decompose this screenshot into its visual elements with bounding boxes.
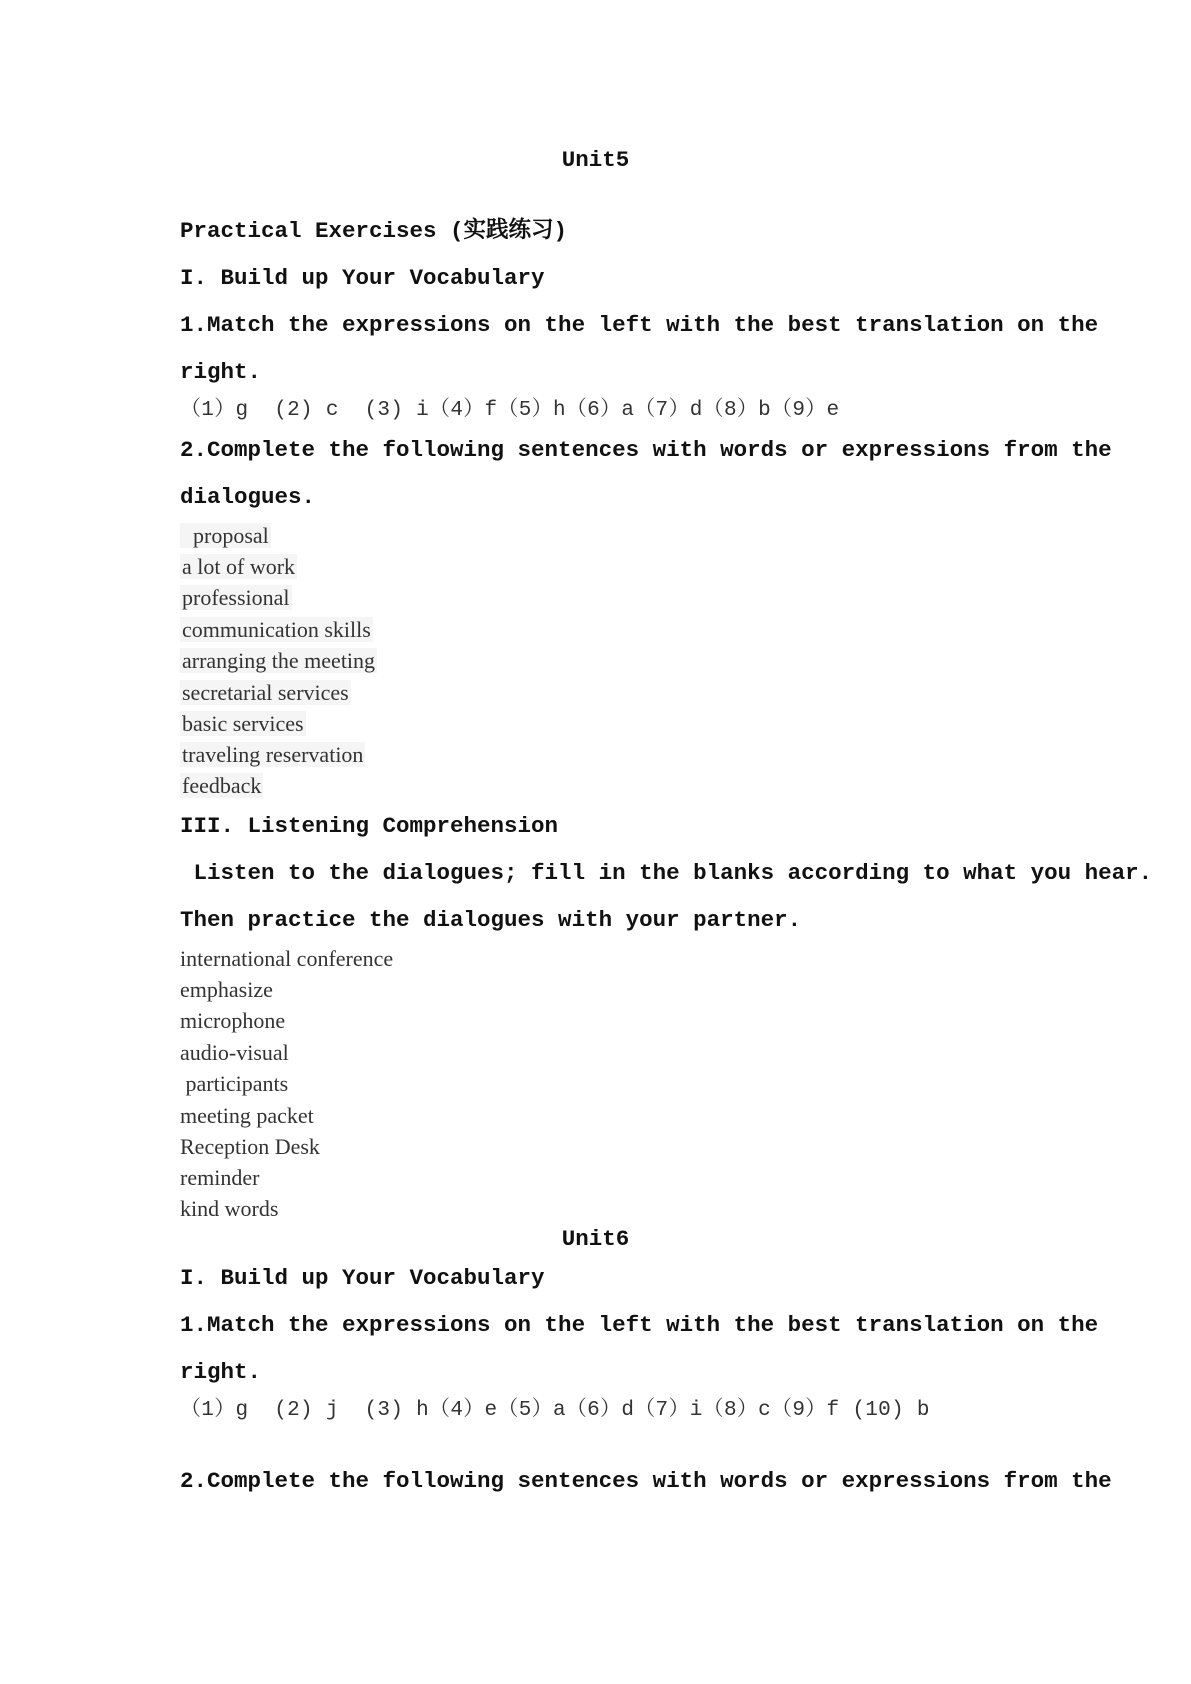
unit5-q2-answer: proposal bbox=[182, 523, 269, 548]
unit5-q2-instruction-line2: dialogues. bbox=[180, 484, 316, 510]
practical-exercises-heading: Practical Exercises (实践练习) bbox=[180, 218, 568, 244]
unit5-q1-instruction-line1: 1.Match the expressions on the left with the best translation on the bbox=[180, 312, 1099, 338]
unit6-q2-instruction-line1: 2.Complete the following sentences with words or expressions from the bbox=[180, 1468, 1112, 1494]
unit6-q1-instruction-line1: 1.Match the expressions on the left with the best translation on the bbox=[180, 1312, 1099, 1338]
unit6-title: Unit6 bbox=[561, 1226, 630, 1252]
unit5-q2-answer: basic services bbox=[182, 711, 304, 736]
unit5-q2-instruction-line1: 2.Complete the following sentences with words or expressions from the bbox=[180, 437, 1112, 463]
listening-heading: III. Listening Comprehension bbox=[180, 813, 559, 839]
unit5-q2-answer: a lot of work bbox=[182, 554, 296, 579]
listening-answer: meeting packet bbox=[180, 1103, 314, 1128]
unit5-vocabulary-heading: I. Build up Your Vocabulary bbox=[180, 265, 545, 291]
listening-answer: kind words bbox=[180, 1196, 279, 1221]
unit6-q1-answers: （1）g (2) j (3) h（4）e（5）a（6）d（7）i（8）c（9）f (10) b bbox=[180, 1399, 930, 1422]
unit5-q2-answer: professional bbox=[182, 585, 290, 610]
listening-answer: Reception Desk bbox=[180, 1134, 320, 1159]
listening-answer: participants bbox=[180, 1071, 289, 1096]
unit5-title: Unit5 bbox=[561, 147, 630, 173]
listening-answer: international conference bbox=[180, 946, 394, 971]
listening-answer: emphasize bbox=[180, 977, 273, 1002]
unit5-q1-instruction-line2: right. bbox=[180, 359, 262, 385]
listening-answer: microphone bbox=[180, 1008, 286, 1033]
listening-instruction-line1: Listen to the dialogues; fill in the blanks according to what you hear. bbox=[180, 860, 1153, 886]
unit5-q2-answer: feedback bbox=[182, 773, 262, 798]
listening-instruction-line2: Then practice the dialogues with your partner. bbox=[180, 907, 802, 933]
unit5-q2-answer: traveling reservation bbox=[182, 742, 364, 767]
listening-answer: reminder bbox=[180, 1165, 260, 1190]
unit6-q1-instruction-line2: right. bbox=[180, 1359, 262, 1385]
unit6-vocabulary-heading: I. Build up Your Vocabulary bbox=[180, 1265, 545, 1291]
unit5-q2-answer: arranging the meeting bbox=[182, 648, 376, 673]
unit5-q1-answers: （1）g (2) c (3) i（4）f（5）h（6）a（7）d（8）b（9）e bbox=[180, 399, 840, 422]
unit5-q2-answer: secretarial services bbox=[182, 680, 349, 705]
listening-answer: audio-visual bbox=[180, 1040, 289, 1065]
unit5-q2-answer: communication skills bbox=[182, 617, 371, 642]
